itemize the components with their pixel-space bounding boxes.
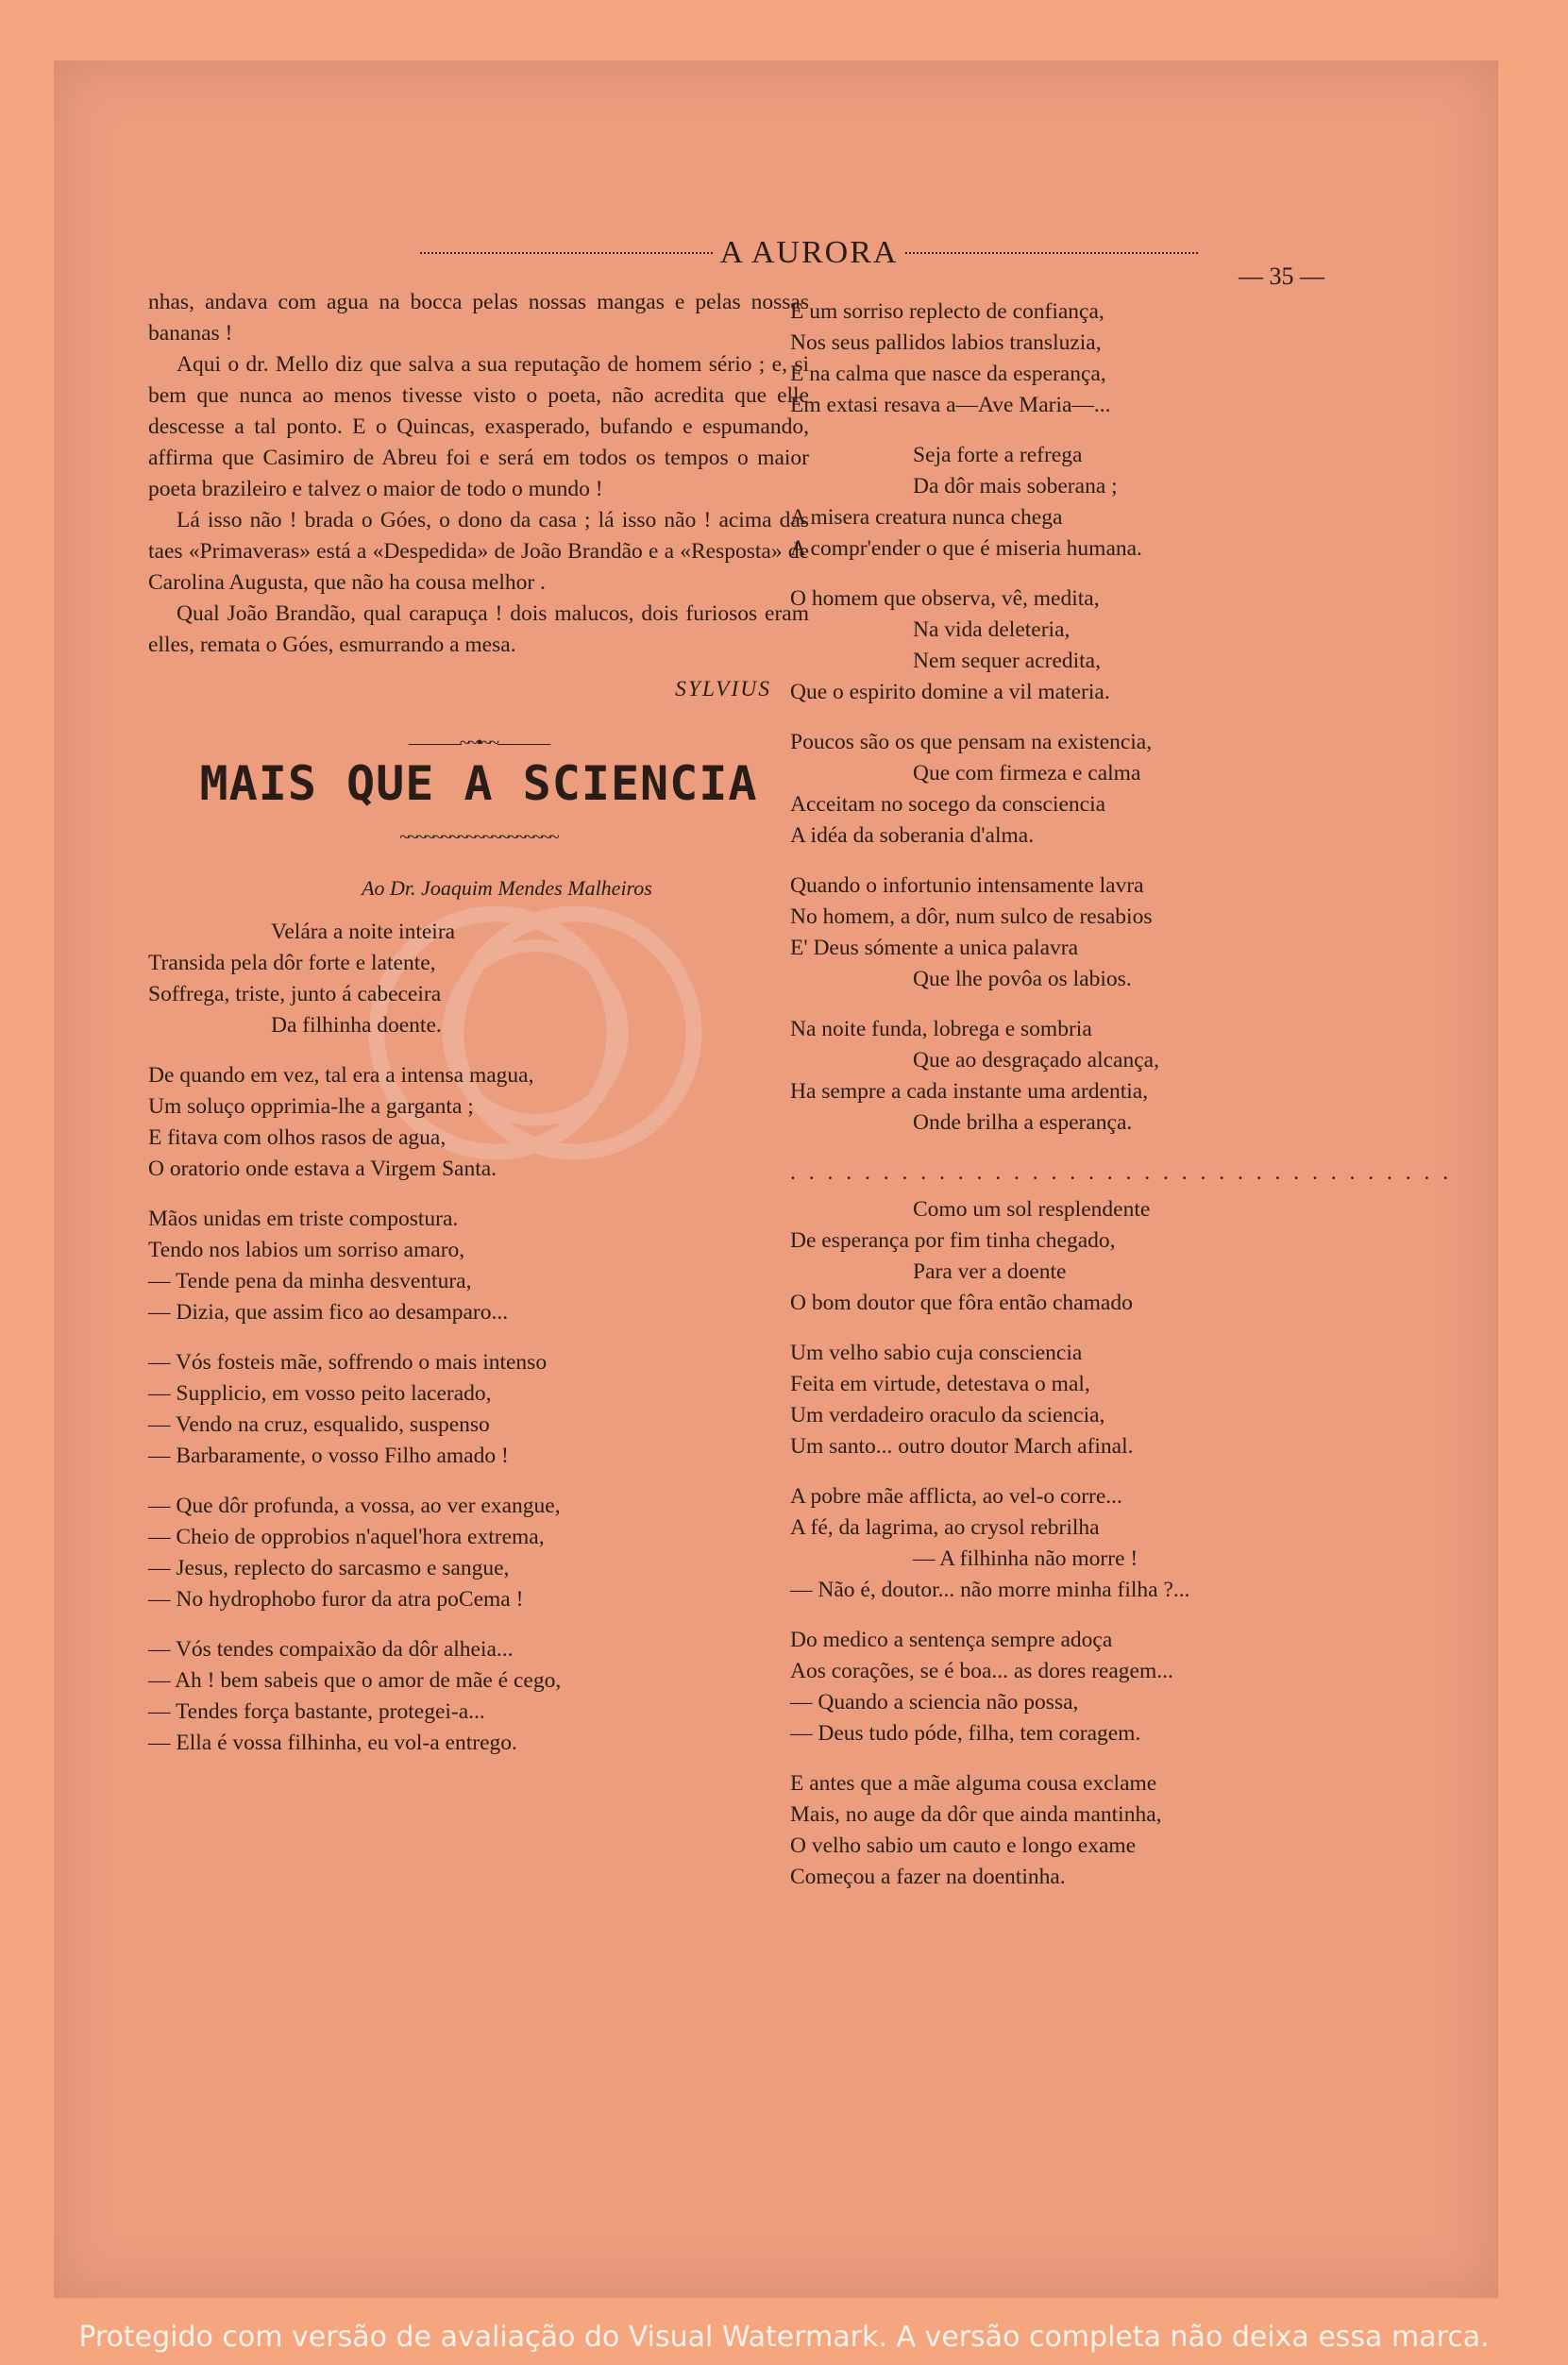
poem-line: — Cheio de opprobios n'aquel'hora extrema, — [148, 1525, 545, 1549]
poem-line: — Quando a sciencia não possa, — [790, 1690, 1079, 1715]
poem-line: Um soluço opprimia-lhe a garganta ; — [148, 1094, 474, 1119]
poem-stanza — [790, 583, 1470, 708]
poem-line: A fé, da lagrima, ao crysol rebrilha — [790, 1515, 1100, 1540]
poem-line: O bom doutor que fôra então chamado — [790, 1291, 1133, 1315]
poem-stanza — [790, 1481, 1470, 1606]
poem-line: Que ao desgraçado alcança, — [913, 1048, 1159, 1073]
poem-line: Começou a fazer na doentinha. — [790, 1865, 1066, 1889]
poem-line: E um sorriso replecto de confiança, — [790, 299, 1104, 324]
poem-line: — Tendes força bastante, protegei-a... — [148, 1699, 485, 1724]
paragraph: Aqui o dr. Mello diz que salva a sua reputação de homem sério ; e, si bem que nunca ao menos tivesse visto o poeta, não acredita que elle descesse a tal ponto. E o Quincas, exasperado, bufando e espumando, affirma que Casimiro de Abreu foi e será em todos os tempos o maior poeta brazileiro e talvez o maior de todo o mundo ! — [148, 352, 809, 501]
poem-line: A idéa da soberania d'alma. — [790, 823, 1035, 848]
newspaper-title: A AURORA — [719, 235, 899, 270]
poem-line: O homem que observa, vê, medita, — [790, 586, 1100, 611]
poem-line: — Supplicio, em vosso peito lacerado, — [148, 1381, 492, 1406]
page-number: — 35 — — [1239, 262, 1324, 290]
right-column — [790, 296, 1470, 1912]
poem-line: — Ah ! bem sabeis que o amor de mãe é cego, — [148, 1668, 562, 1693]
poem-line: Transida pela dôr forte e latente, — [148, 951, 436, 975]
paragraph: Qual João Brandão, qual carapuça ! dois malucos, dois furiosos eram elles, remata o Góes, esmurrando a mesa. — [148, 601, 809, 657]
poem-stanza — [148, 1060, 809, 1185]
poem-line: Nos seus pallidos labios transluzia, — [790, 330, 1102, 355]
left-column — [148, 287, 809, 1778]
poem-line: Que lhe povôa os labios. — [913, 967, 1132, 991]
poem-line: Que o espirito domine a vil materia. — [790, 680, 1110, 704]
poem-line: De esperança por fim tinha chegado, — [790, 1228, 1116, 1253]
poem-line: Soffrega, triste, junto á cabeceira — [148, 982, 442, 1006]
poem-line: Da filhinha doente. — [271, 1013, 442, 1038]
poem-line: Mais, no auge da dôr que ainda mantinha, — [790, 1802, 1162, 1827]
dedication: Ao Dr. Joaquim Mendes Malheiros — [362, 876, 652, 900]
poem-line: Um santo... outro doutor March afinal. — [790, 1434, 1134, 1459]
poem-line: E' Deus sómente a unica palavra — [790, 936, 1079, 960]
poem-line: Quando o infortunio intensamente lavra — [790, 873, 1144, 898]
poem-stanza — [790, 1768, 1470, 1893]
poem-line: Ha sempre a cada instante uma ardentia, — [790, 1079, 1149, 1104]
poem-line: — Deus tudo póde, filha, tem coragem. — [790, 1721, 1141, 1746]
poem-stanza — [790, 1194, 1470, 1319]
poem-line: Um velho sabio cuja consciencia — [790, 1341, 1083, 1365]
poem-line: — Ella é vossa filhinha, eu vol-a entrego. — [148, 1731, 517, 1755]
poem-line: De quando em vez, tal era a intensa magua, — [148, 1063, 534, 1088]
poem-line: Nem sequer acredita, — [913, 649, 1101, 673]
poem-line: Aos corações, se é boa... as dores reagem... — [790, 1659, 1173, 1683]
poem-line: Que com firmeza e calma — [913, 761, 1141, 786]
poem-line: Na noite funda, lobrega e sombria — [790, 1017, 1092, 1041]
poem-line: Do medico a sentença sempre adoça — [790, 1628, 1113, 1652]
poem-line: Como um sol resplendente — [913, 1197, 1151, 1222]
running-head — [413, 235, 1206, 271]
poem-line: — Barbaramente, o vosso Filho amado ! — [148, 1444, 509, 1468]
watermark-notice: Protegido com versão de avaliação do Visual Watermark. A versão completa não deixa essa marca. — [78, 2321, 1490, 2354]
poem-line: Acceitam no socego da consciencia — [790, 792, 1106, 817]
poem-stanza — [148, 1634, 809, 1759]
poem-line: Um verdadeiro oraculo da sciencia, — [790, 1403, 1105, 1427]
poem-stanza — [790, 1338, 1470, 1462]
dotted-separator: . . . . . . . . . . . . . . . . . . . . . . . . . . . . . . . . . . . . — [790, 1160, 1453, 1185]
poem-stanza — [790, 296, 1470, 421]
newspaper-page — [54, 60, 1498, 2298]
poem-line: — Dizia, que assim fico ao desamparo... — [148, 1300, 509, 1325]
poem-line: — A filhinha não morre ! — [913, 1546, 1138, 1571]
head-rule-left — [420, 252, 713, 254]
poem-line: Para ver a doente — [913, 1259, 1067, 1284]
poem-line: — No hydrophobo furor da atra poCema ! — [148, 1587, 524, 1612]
poem-line: Da dôr mais soberana ; — [913, 474, 1118, 498]
poem-line: O oratorio onde estava a Virgem Santa. — [148, 1157, 497, 1181]
poem-line: A compr'ender o que é miseria humana. — [790, 536, 1142, 561]
poem-line: A misera creatura nunca chega — [790, 505, 1063, 530]
poem-line: — Vós tendes compaixão da dôr alheia... — [148, 1637, 514, 1662]
author-signature: SYLVIUS — [675, 677, 771, 701]
poem-stanza — [148, 1204, 809, 1328]
poem-stanza — [790, 870, 1470, 995]
poem-line: A pobre mãe afflicta, ao vel-o corre... — [790, 1484, 1122, 1509]
paragraph: nhas, andava com agua na bocca pelas nossas mangas e pelas nossas bananas ! — [148, 290, 809, 346]
poem-stanza — [790, 727, 1470, 852]
poem-stanza — [790, 1014, 1470, 1139]
poem-stanza — [790, 1625, 1470, 1749]
poem-line: Velára a noite inteira — [271, 920, 456, 944]
article-title: MAIS QUE A SCIENCIA — [199, 756, 758, 811]
poem-line: — Tende pena da minha desventura, — [148, 1269, 472, 1293]
poem-line: Poucos são os que pensam na existencia, — [790, 730, 1153, 754]
head-rule-right — [905, 252, 1198, 254]
poem-stanza — [148, 917, 809, 1041]
poem-line: E antes que a mãe alguma cousa exclame — [790, 1771, 1157, 1796]
poem-line: — Vendo na cruz, esqualido, suspenso — [148, 1412, 490, 1437]
poem-line: E fitava com olhos rasos de agua, — [148, 1125, 447, 1150]
poem-line: Feita em virtude, detestava o mal, — [790, 1372, 1090, 1396]
poem-line: — Não é, doutor... não morre minha filha ?... — [790, 1578, 1190, 1602]
poem-stanza — [790, 440, 1470, 565]
ornament-divider: ———~~•~~——— — [408, 733, 549, 753]
poem-line: Mãos unidas em triste compostura. — [148, 1207, 459, 1231]
paragraph: Lá isso não ! brada o Góes, o dono da casa ; lá isso não ! acima das taes «Primaveras» está a «Despedida» de João Brandão e a «Resposta» de Carolina Augusta, que não ha cousa melhor . — [148, 508, 809, 595]
poem-line: Seja forte a refrega — [913, 443, 1083, 467]
poem-line: E na calma que nasce da esperança, — [790, 362, 1106, 386]
title-underline: ~~~~~~~~~~~~~~~~~~~ — [399, 827, 558, 848]
poem-line: Tendo nos labios um sorriso amaro, — [148, 1238, 465, 1262]
poem-line: O velho sabio um cauto e longo exame — [790, 1833, 1137, 1858]
poem-stanza — [148, 1347, 809, 1472]
poem-line: Onde brilha a esperança. — [913, 1110, 1133, 1135]
poem-line: Na vida deleteria, — [913, 617, 1071, 642]
poem-line: — Jesus, replecto do sarcasmo e sangue, — [148, 1556, 510, 1580]
poem-line: Em extasi resava a—Ave Maria—... — [790, 393, 1111, 417]
poem-line: — Vós fosteis mãe, soffrendo o mais intenso — [148, 1350, 548, 1375]
poem-line: — Que dôr profunda, a vossa, ao ver exangue, — [148, 1494, 561, 1518]
poem-line: No homem, a dôr, num sulco de resabios — [790, 904, 1153, 929]
poem-stanza — [148, 1491, 809, 1615]
